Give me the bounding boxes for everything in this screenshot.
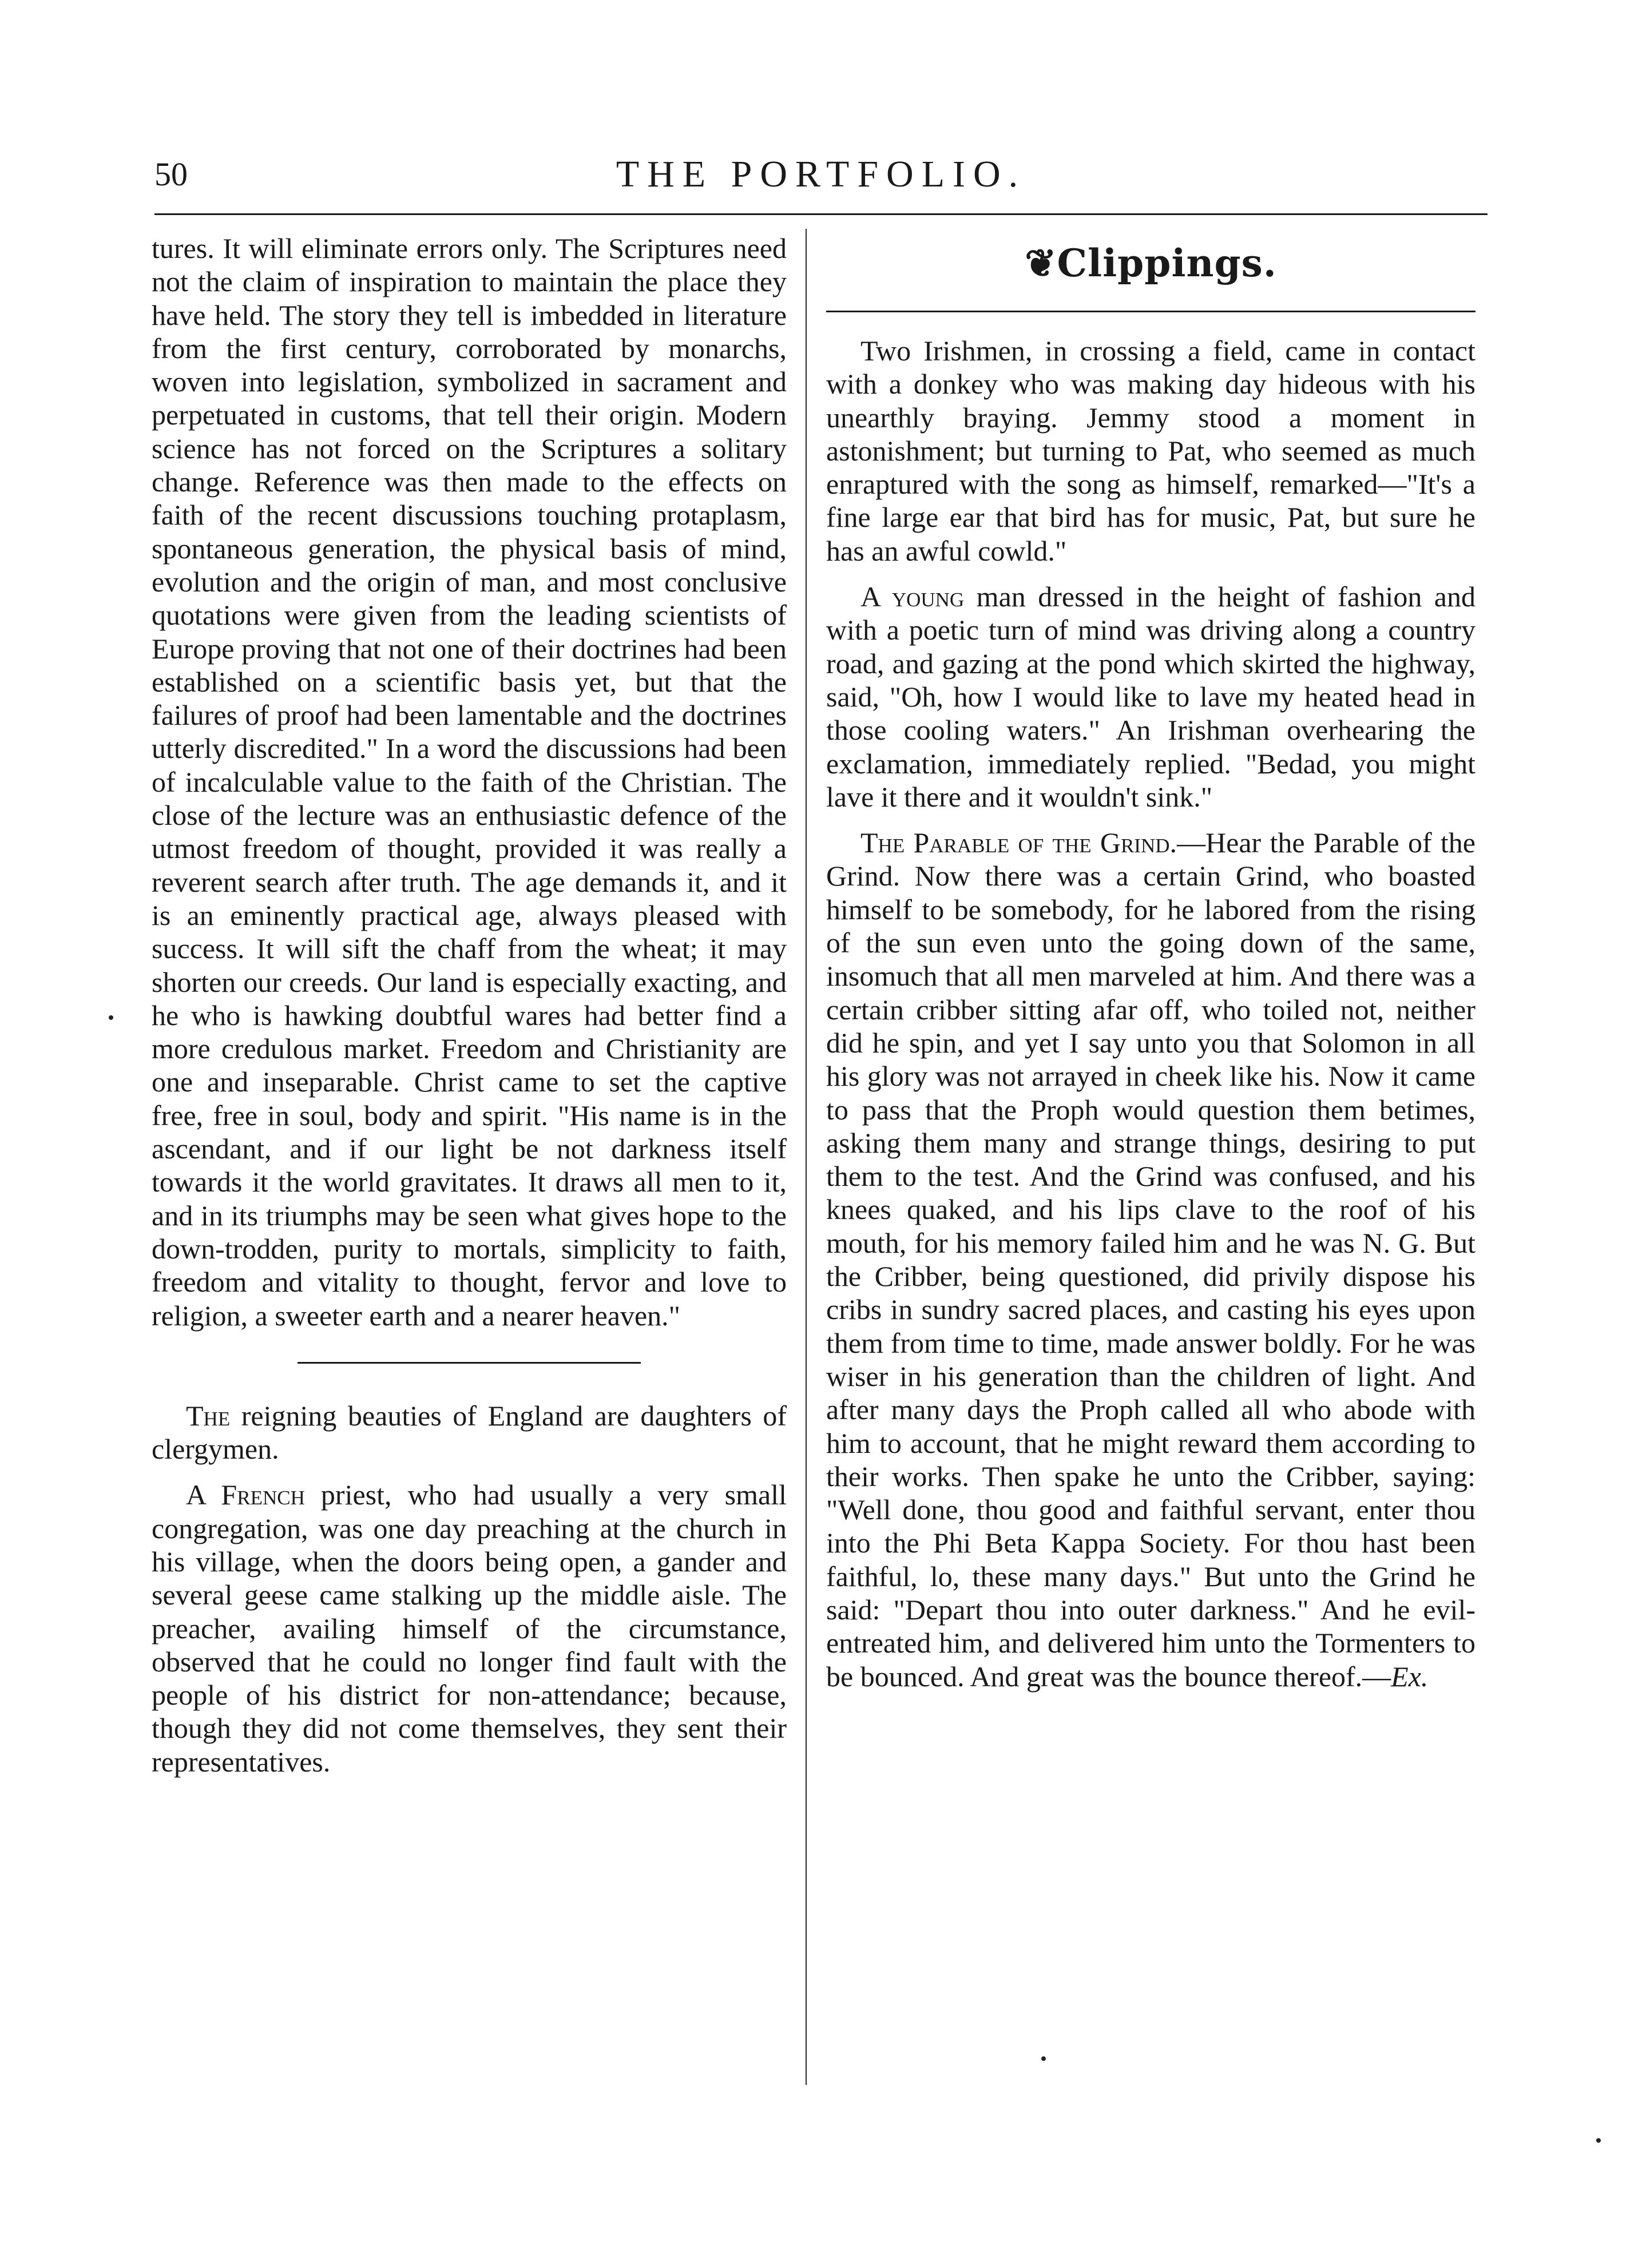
article-continuation-paragraph: tures. It will eliminate errors only. The Scriptures need not the claim of inspiration to maintain the place they have held. The story they tell is imbedded in literature from the first century, corroborated by monarchs, woven into legislation, symbolized in sacrament and perpetuated in customs, that tell their origin. Modern science has not forced on the Scriptures a solitary change. Reference was then made to the effects on faith of the recent discussions touching protaplasm, spontaneous generation, the physical basis of mind, evolution and the origin of man, and most conclusive quotations were given from the leading scientists of Europe proving that not one of their doctrines had been established on a scientific basis yet, but that the failures of proof had been lamentable and the doctrines utterly discredited." In a word the discussions had been of incalculable value to the faith of the Christian. The close of the lecture was an enthusiastic defence of the utmost freedom of thought, provided it was really a reverent search after truth. The age demands it, and it is an eminently practical age, always pleased with success. It will sift the chaff from the wheat; it may shorten our creeds. Our land is especially exacting, and he who is hawking doubtful wares had better find a more credulous market. Freedom and Christianity are one and inseparable. Christ came to set the captive free, free in soul, body and spirit. "His name is in the ascendant, and if our light be not darkness itself towards it the world gravitates. It draws all men to it, and in its triumphs may be seen what gives hope to the down-trodden, purity to mortals, simplicity to faith, freedom and vitality to thought, fervor and love to religion, a sweeter earth and a nearer heaven." [152,232,787,1332]
lead-words: The Parable of the Grind. [860,827,1177,859]
header-rule [154,213,1488,215]
clergymen-paragraph [152,1399,787,1466]
page-header [154,152,1488,203]
paragraph-text: priest, who had usually a very small congregation, was one day preaching at the church in his village, when the doors being open, a gander and several geese came stalking up the middle aisle. The preacher, availing himself of the circumstance, observed that he could no longer find fault with the people of his district for non-attendance; because, though they did not come themselves, they sent their representatives. [152,1479,787,1778]
heading-rule [826,311,1476,312]
running-title: THE PORTFOLIO. [616,153,1026,195]
irishmen-paragraph: Two Irishmen, in crossing a field, came in contact with a donkey who was making day hideous with his unearthly braying. Jemmy stood a moment in astonishment; but turning to Pat, who seemed as much enraptured with the song as himself, remarked—"It's a fine large ear that bird has for music, Pat, but sure he has an awful cowld." [826,335,1476,567]
page-number: 50 [154,156,188,193]
french-priest-paragraph [152,1478,787,1778]
paragraph-text: reigning beauties of England are daughters of clergymen. [152,1399,787,1465]
young-man-paragraph [826,580,1476,813]
left-column [152,232,787,1778]
ink-speck [109,1015,113,1020]
lead-words: A French [186,1479,305,1511]
source-credit: Ex. [1391,1660,1429,1693]
ink-speck [1041,2056,1046,2061]
paragraph-text: —Hear the Parable of the Grind. Now there was a certain Grind, who boasted himself to be somebody, for he labored from the rising of the sun even unto the going down of the same, insomuch that all men marveled at him. And there was a certain cribber sitting afar off, who toiled not, neither did he spin, and yet I say unto you that Solomon in all his glory was not arrayed in cheek like his. Now it came to pass that the Proph would question them betimes, asking them many and strange things, desiring to put them to the test. And the Grind was confused, and his knees quaked, and his lips clave to the roof of his mouth, for his memory failed him and he was N. G. But the Cribber, being questioned, did privily dispose his cribs in sundry sacred places, and casting his eyes upon them from time to time, made answer boldly. For he was wiser in his generation than the children of light. And after many days the Proph called all who abode with him to account, that he might reward them according to their works. Then spake he unto the Cribber, saying: "Well done, thou good and faithful servant, enter thou into the Phi Beta Kappa Society. For thou hast been faithful, lo, these many days." But unto the Grind he said: "Depart thou into outer darkness." And he evil-entreated him, and delivered him unto the Tormenters to be bounced. And great was the bounce thereof.— [826,827,1476,1693]
clippings-heading: ❦Clippings. [1025,241,1277,285]
parable-paragraph [826,826,1476,1693]
lead-words: A young [860,581,965,613]
section-divider-rule [298,1362,641,1364]
paragraph-text: man dressed in the height of fashion and with a poetic turn of mind was driving along a country road, and gazing at the pond which skirted the highway, said, "Oh, how I would like to lave my heated head in those cooling waters." An Irishman overhearing the exclamation, immediately replied. "Bedad, you might lave it there and it wouldn't sink." [826,581,1476,813]
right-column [826,232,1476,1693]
ink-speck [1596,2138,1601,2143]
column-divider [806,229,807,2085]
lead-words: The [186,1399,231,1432]
